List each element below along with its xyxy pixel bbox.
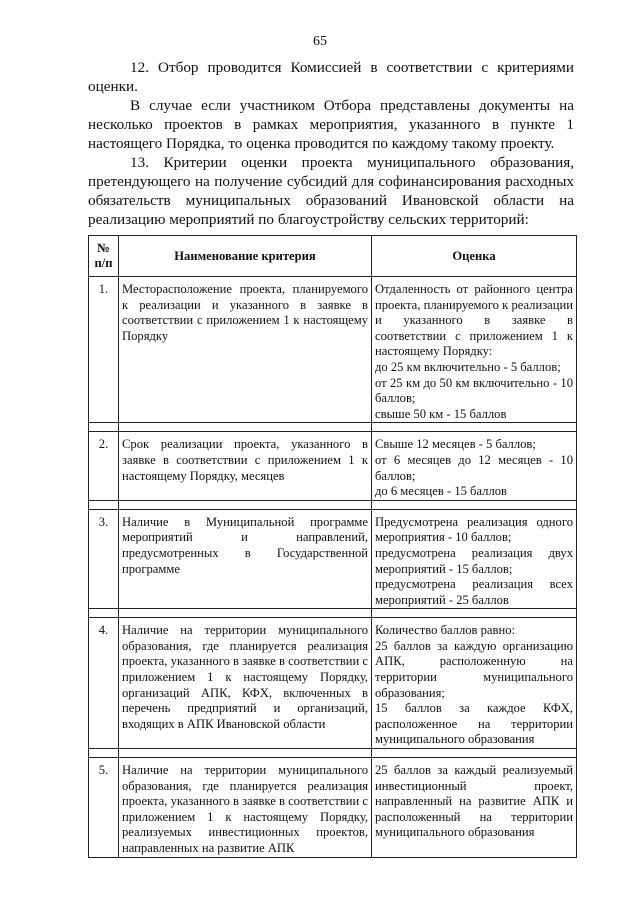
score-line: 15 баллов за каждое КФХ, расположенное на территории муниципального образования <box>375 701 573 747</box>
row-criterion: Месторасположение проекта, планируемого к реализации и указанного в заявке в соответствии с приложением 1 к настоящему Порядку <box>119 277 372 423</box>
header-num: № п/п <box>89 236 119 277</box>
table-spacer <box>89 749 577 758</box>
table-header-row <box>89 236 577 277</box>
criteria-table <box>88 235 577 858</box>
score-line: от 25 км до 50 км включительно - 10 баллов; <box>375 375 573 406</box>
row-score <box>372 509 577 609</box>
table-row <box>89 277 577 423</box>
row-num: 4. <box>89 618 119 749</box>
table-row <box>89 758 577 858</box>
score-line: предусмотрена реализация всех мероприятий - 25 баллов <box>375 577 573 607</box>
table-row <box>89 618 577 749</box>
row-num: 1. <box>89 277 119 423</box>
score-line: свыше 50 км - 15 баллов <box>375 406 507 421</box>
row-score <box>372 432 577 500</box>
score-line: до 25 км включительно - 5 баллов; <box>375 359 561 374</box>
score-line: предусмотрена реализация двух мероприятий - 15 баллов; <box>375 545 573 576</box>
score-line: 25 баллов за каждый реализуемый инвестиционный проект, направленный на развитие АПК и расположенный на территории муниципального образования <box>375 763 573 840</box>
score-line: 25 баллов за каждую организацию АПК, расположенную на территории муниципального образования; <box>375 638 573 700</box>
table-row <box>89 509 577 609</box>
header-score: Оценка <box>372 236 577 277</box>
row-score <box>372 277 577 423</box>
body-text <box>88 58 574 229</box>
row-num: 5. <box>89 758 119 858</box>
score-line: Отдаленность от районного центра проекта, планируемого к реализации и указанного в заявке в соответствии с приложением 1 к настоящему Порядку: <box>375 282 573 359</box>
header-criterion: Наименование критерия <box>119 236 372 277</box>
score-line: от 6 месяцев до 12 месяцев - 10 баллов; <box>375 452 573 483</box>
row-num: 2. <box>89 432 119 500</box>
score-line: Количество баллов равно: <box>375 623 516 638</box>
row-criterion: Наличие в Муниципальной программе мероприятий и направлений, предусмотренных в Государственной программе <box>119 509 372 609</box>
paragraph-13: 13. Критерии оценки проекта муниципального образования, претендующего на получение субсидий для софинансирования расходных обязательств муниципальных образований Ивановской области на реализацию мероприятий по благоустройству сельских территорий: <box>88 154 574 228</box>
table-row <box>89 432 577 500</box>
score-line: Свыше 12 месяцев - 5 баллов; <box>375 437 536 452</box>
row-criterion: Наличие на территории муниципального образования, где планируется реализация проекта, указанного в заявке в соответствии с приложением 1 к настоящему Порядку, организаций АПК, КФХ, включенных в перечень предприятий и организаций, входящих в АПК Ивановской области <box>119 618 372 749</box>
row-criterion: Наличие на территории муниципального образования, где планируется реализация проекта, указанного в заявке в соответствии с приложением 1 к настоящему Порядку, реализуемых инвестиционных проектов, направленных на развитие АПК <box>119 758 372 858</box>
row-score <box>372 618 577 749</box>
table-spacer <box>89 609 577 618</box>
row-num: 3. <box>89 509 119 609</box>
table-spacer <box>89 423 577 432</box>
score-line: до 6 месяцев - 15 баллов <box>375 484 507 499</box>
row-criterion: Срок реализации проекта, указанного в заявке в соответствии с приложением 1 к настоящему Порядку, месяцев <box>119 432 372 500</box>
table-spacer <box>89 500 577 509</box>
paragraph-12: 12. Отбор проводится Комиссией в соответствии с критериями оценки. <box>88 59 574 95</box>
row-score <box>372 758 577 858</box>
score-line: Предусмотрена реализация одного мероприятия - 10 баллов; <box>375 514 573 545</box>
paragraph-multiple-projects: В случае если участником Отбора представлены документы на несколько проектов в рамках мероприятия, указанного в пункте 1 настоящего Порядка, то оценка проводится по каждому такому проекту. <box>88 97 574 152</box>
page-number: 65 <box>313 34 327 49</box>
